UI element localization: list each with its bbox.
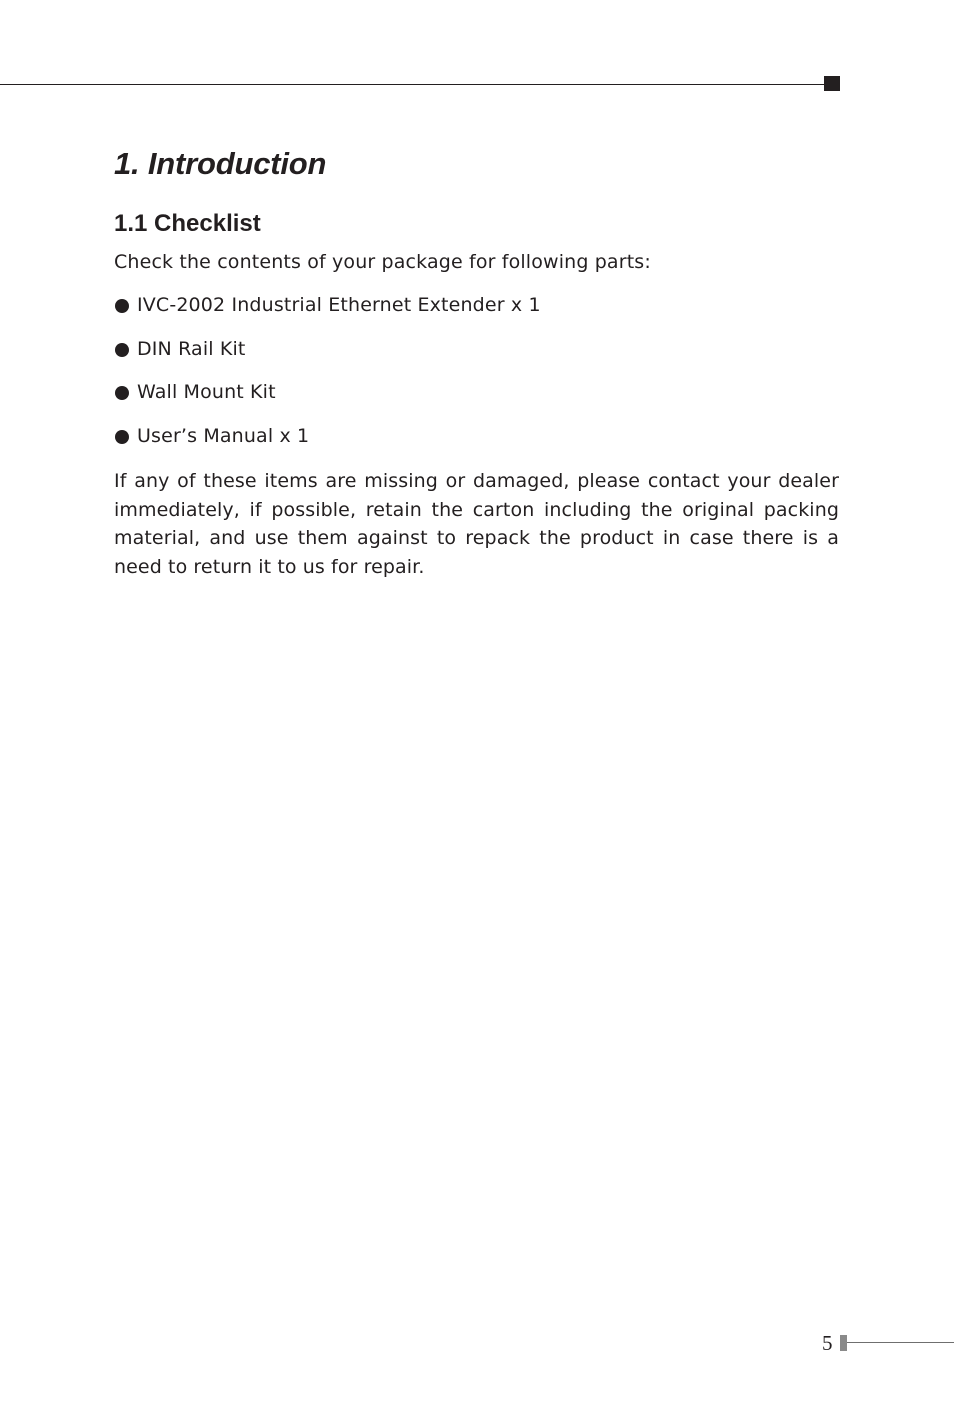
- chapter-title: 1. Introduction: [114, 146, 327, 181]
- bullet-icon: [115, 299, 129, 313]
- bullet-icon: [115, 430, 129, 444]
- checklist-item-wall-mount-kit: [114, 380, 541, 404]
- checklist-item-label: IVC-2002 Industrial Ethernet Extender x 1: [137, 294, 541, 316]
- checklist-item-users-manual: [114, 424, 541, 448]
- page-number: 5: [822, 1331, 833, 1355]
- checklist-intro: Check the contents of your package for following parts:: [114, 251, 651, 273]
- section-title: 1.1 Checklist: [114, 210, 261, 237]
- checklist: [114, 293, 541, 468]
- missing-items-paragraph: If any of these items are missing or damaged, please contact your dealer immediately, if possible, retain the carton including the original packing material, and use them against to repack the product in case there is a need to return it to us for repair.: [114, 470, 839, 578]
- bullet-icon: [115, 343, 129, 357]
- header-square-marker-icon: [824, 76, 840, 91]
- header-rule: [0, 84, 824, 85]
- checklist-item-label: Wall Mount Kit: [137, 381, 276, 404]
- bullet-icon: [115, 386, 129, 400]
- checklist-item-label: User’s Manual x 1: [137, 425, 310, 448]
- checklist-item-din-rail-kit: [114, 337, 541, 361]
- checklist-item-extender: [114, 293, 541, 317]
- checklist-item-label: DIN Rail Kit: [137, 337, 246, 360]
- footer-marker-icon: [840, 1335, 847, 1351]
- footer-rule: [847, 1342, 954, 1343]
